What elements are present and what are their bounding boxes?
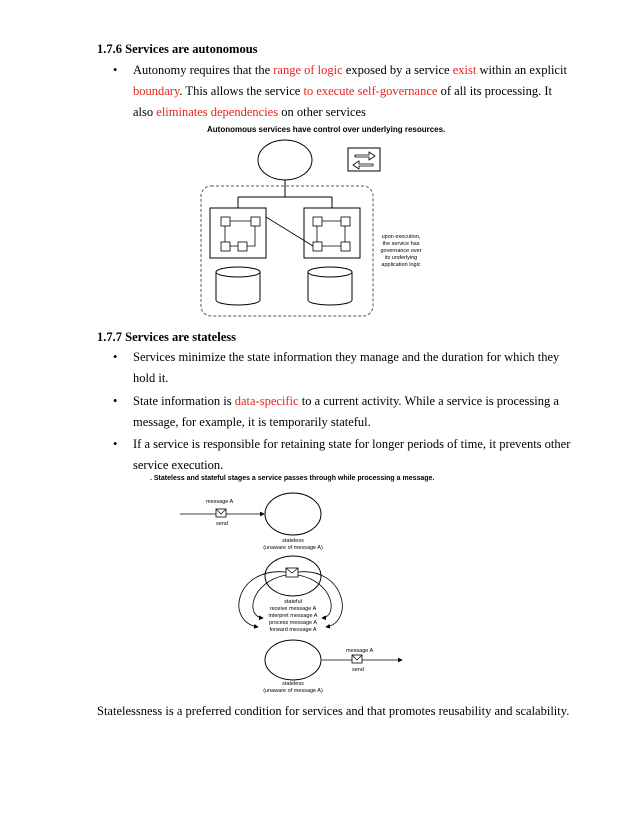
stage-stateless-bottom xyxy=(263,640,402,694)
state-label: stateless xyxy=(282,538,304,544)
closing-paragraph: Statelessness is a preferred condition for services and that promotes reusability and scalability. xyxy=(97,704,570,718)
text: also xyxy=(133,105,157,119)
para-line xyxy=(133,434,571,455)
logic-node xyxy=(341,242,350,251)
para-line xyxy=(133,81,553,102)
step-label: interpret message A xyxy=(268,613,318,619)
highlight-text: data-specific xyxy=(234,394,299,408)
text: on other services xyxy=(278,105,366,119)
para-line: hold it. xyxy=(133,371,169,385)
text: Autonomy requires that the xyxy=(133,63,274,77)
text: to a current activity. While a service is processing a xyxy=(298,394,559,408)
logic-box-right xyxy=(304,208,360,258)
state-sublabel: (unaware of message A) xyxy=(263,688,323,694)
logic-node xyxy=(238,242,247,251)
para-line xyxy=(133,102,548,123)
message-label: message A xyxy=(346,648,374,654)
section-heading-autonomous: 1.7.6 Services are autonomous xyxy=(97,42,258,56)
text: State information is xyxy=(133,394,235,408)
step-label: process message A xyxy=(269,620,317,626)
bullet-marker: • xyxy=(113,350,118,364)
highlight-text: boundary xyxy=(133,84,180,98)
action-label: send xyxy=(216,521,228,527)
annotation-line: the service has xyxy=(382,241,420,247)
highlight-text: eliminates dependencies xyxy=(156,105,279,119)
section-heading-stateless: 1.7.7 Services are stateless xyxy=(97,330,236,344)
autonomous-services-figure xyxy=(195,122,475,322)
highlight-text: to execute self-governance xyxy=(303,84,438,98)
service-ellipse xyxy=(265,493,321,535)
step-label: forward message A xyxy=(269,627,317,633)
bullet-paragraph xyxy=(133,347,560,389)
text: . This allows the service xyxy=(179,84,304,98)
database-left xyxy=(216,267,260,305)
bullet-paragraph xyxy=(133,391,559,433)
action-label: send xyxy=(352,667,364,673)
logic-node xyxy=(251,217,260,226)
autonomy-paragraph xyxy=(133,60,567,123)
service-ellipse xyxy=(265,640,321,680)
annotation-line: governance over xyxy=(380,248,422,254)
logic-node xyxy=(341,217,350,226)
stateless-stateful-figure xyxy=(140,472,500,697)
service-ellipse xyxy=(258,140,312,180)
figure-caption: Autonomous services have control over underlying resources. xyxy=(207,125,446,134)
message-box xyxy=(348,148,380,171)
step-label: receive message A xyxy=(269,606,317,612)
state-sublabel: (unaware of message A) xyxy=(263,545,323,551)
highlight-text: range of logic xyxy=(273,63,343,77)
text: If a service is responsible for retaining state for longer periods of time, it prevents other xyxy=(133,437,571,451)
bullet-marker: • xyxy=(113,63,118,77)
highlight-text: exist xyxy=(452,63,477,77)
logic-node xyxy=(221,242,230,251)
bullet-marker: • xyxy=(113,394,118,408)
text: of all its processing. It xyxy=(437,84,553,98)
annotation-line: application logic xyxy=(381,262,421,268)
annotation-line: its underlying xyxy=(384,255,418,261)
para-line: service execution. xyxy=(133,458,224,472)
annotation-line: upon execution, xyxy=(381,234,421,240)
governance-annotation xyxy=(381,234,422,268)
state-label: stateful xyxy=(284,599,302,605)
para-line: message, for example, it is temporarily stateful. xyxy=(133,415,371,429)
logic-node xyxy=(313,242,322,251)
text: exposed by a service xyxy=(342,63,453,77)
stage-stateless-top xyxy=(180,493,323,551)
text: within an explicit xyxy=(476,63,567,77)
message-label: message A xyxy=(206,499,234,505)
para-line xyxy=(133,347,560,368)
logic-node xyxy=(313,217,322,226)
figure-caption: . Stateless and stateful stages a service passes through while processing a message. xyxy=(150,475,435,482)
state-label: stateless xyxy=(282,681,304,687)
bullet-paragraph xyxy=(133,434,571,476)
stage-stateful xyxy=(239,556,342,633)
bullet-marker: • xyxy=(113,437,118,451)
text: Services minimize the state information they manage and the duration for which they xyxy=(133,350,560,364)
para-line xyxy=(133,391,559,412)
para-line xyxy=(133,60,567,81)
logic-node xyxy=(221,217,230,226)
database-right xyxy=(308,267,352,305)
